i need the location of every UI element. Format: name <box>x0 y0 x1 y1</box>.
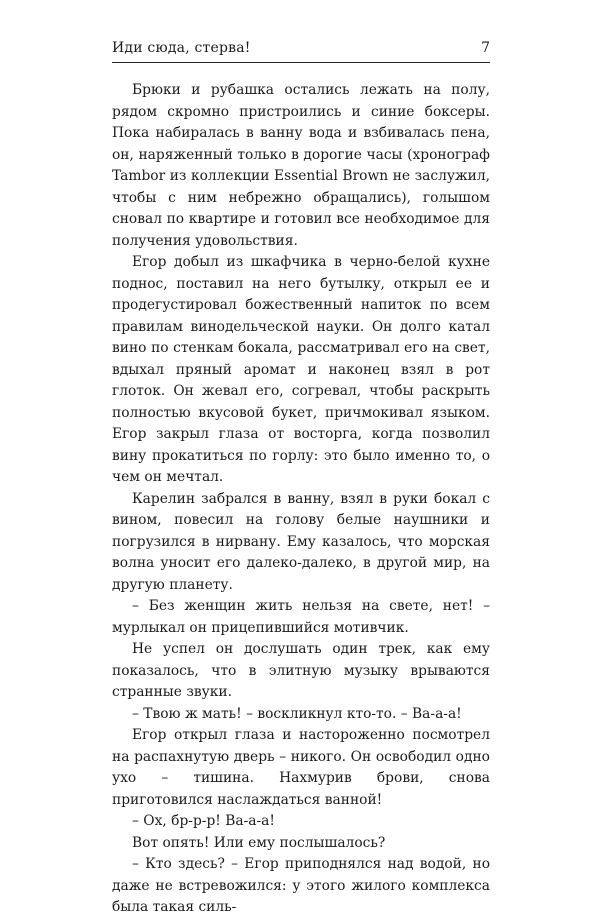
paragraph: – Твою ж мать! – воскликнул кто-то. – Ва-а-а! <box>132 705 462 722</box>
running-header <box>112 40 490 63</box>
paragraph: Вот опять! Или ему послышалось? <box>132 834 386 851</box>
paragraph: Егор добыл из шкафчика в черно-белой кухне поднос, поставил на него бутылку, открыл ее и продегустировал божественный напиток по всем правилам винодельческой науки. Он долго катал вино по стенкам бокала, рассматривал его на свет, вдыхал пряный аромат и наконец взял в рот глоток. Он жевал его, согревал, чтобы раскрыть полностью вкусовой букет, причмокивал языком. Егор закрыл глаза от восторга, когда позволил вину прокатиться по горлу: это было именно то, о чем он мечтал. <box>112 254 490 485</box>
paragraph: Брюки и рубашка остались лежать на полу, рядом скромно пристроились и синие боксеры. Пока набиралась в ванну вода и взбивалась пена, он, наряженный только в дорогие часы (хронограф Tambor из коллекции Essential Brown не заслужил, чтобы с ним небрежно обращались), голышом сновал по квартире и готовил все необходимое для получения удовольствия. <box>112 82 490 249</box>
paragraph: Егор открыл глаза и настороженно посмотрел на распахнутую дверь – никого. Он освободил одно ухо – тишина. Нахмурив брови, снова приготовился наслаждаться ванной! <box>112 727 490 808</box>
page-number: 7 <box>481 40 490 56</box>
paragraph: – Ох, бр-р-р! Ва-а-а! <box>132 813 275 829</box>
paragraph: Карелин забрался в ванну, взял в руки бокал с вином, повесил на голову белые наушники и погрузился в нирвану. Ему казалось, что морская волна уносит его далеко-далеко, в другой мир, на другую планету. <box>112 490 490 593</box>
paragraph: Не успел он дослушать один трек, как ему показалось, что в элитную музыку врываются странные звуки. <box>112 641 490 700</box>
paragraph: – Без женщин жить нельзя на свете, нет! – мурлыкал он прицепившийся мотивчик. <box>112 598 490 636</box>
paragraph: – Кто здесь? – Егор приподнялся над водой, но даже не встревожился: у этого жилого комплекса была такая силь- <box>112 856 490 915</box>
running-title: Иди сюда, стерва! <box>112 40 251 56</box>
body-text <box>112 80 490 919</box>
